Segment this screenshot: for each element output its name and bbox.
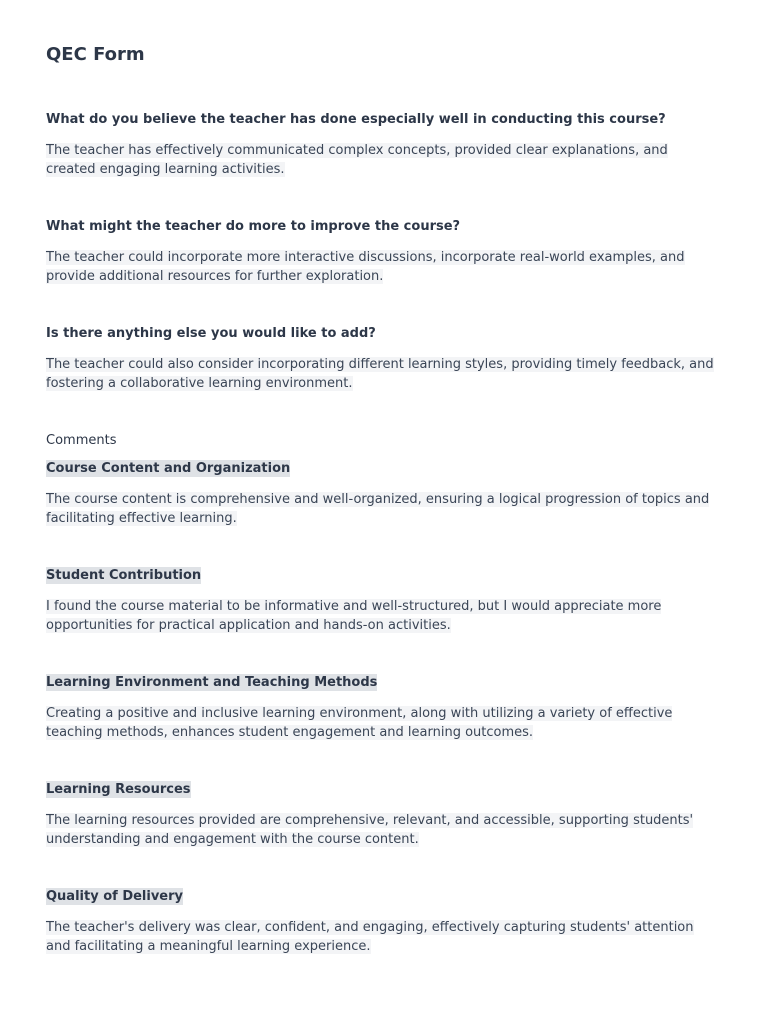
question-block <box>46 326 722 393</box>
answer-text-value: The teacher has effectively communicated complex concepts, provided clear explanations, and created engaging learning activities. <box>46 143 668 177</box>
question-text: Is there anything else you would like to add? <box>46 326 376 341</box>
question-text: What do you believe the teacher has done especially well in conducting this course? <box>46 112 666 127</box>
comment-text-value: I found the course material to be informative and well-structured, but I would appreciate more opportunities for practical application and hands-on activities. <box>46 599 662 633</box>
question-block <box>46 219 722 286</box>
answer-text-value: The teacher could incorporate more interactive discussions, incorporate real-world examples, and provide additional resources for further exploration. <box>46 250 685 284</box>
comment-heading <box>46 782 722 798</box>
comment-text-value: Creating a positive and inclusive learning environment, along with utilizing a variety of effective teaching methods, enhances student engagement and learning outcomes. <box>46 706 673 740</box>
comment-heading-text: Learning Resources <box>46 782 191 797</box>
comment-text-value: The teacher's delivery was clear, confident, and engaging, effectively capturing students' attention and facilitating a meaningful learning experience. <box>46 920 694 954</box>
questions-section <box>46 112 722 393</box>
comment-heading-text: Quality of Delivery <box>46 889 184 904</box>
comment-text <box>46 597 718 635</box>
comment-heading <box>46 568 722 584</box>
comment-section <box>46 889 722 956</box>
question-text: What might the teacher do more to improve the course? <box>46 219 461 234</box>
comment-heading-text: Student Contribution <box>46 568 202 583</box>
comment-heading-text: Learning Environment and Teaching Methods <box>46 675 378 690</box>
answer-text-value: The teacher could also consider incorporating different learning styles, providing timely feedback, and fostering a collaborative learning environment. <box>46 357 714 391</box>
comment-section <box>46 782 722 849</box>
answer-text <box>46 141 718 179</box>
comment-heading <box>46 461 722 477</box>
comment-text <box>46 490 718 528</box>
comment-section <box>46 461 722 528</box>
comment-text-value: The learning resources provided are comprehensive, relevant, and accessible, supporting students' understanding and engagement with the course content. <box>46 813 694 847</box>
comments-label: Comments <box>46 433 117 448</box>
comment-section <box>46 675 722 742</box>
comment-heading <box>46 889 722 905</box>
comment-text-value: The course content is comprehensive and well-organized, ensuring a logical progression of topics and facilitating effective learning. <box>46 492 710 526</box>
comment-section <box>46 568 722 635</box>
question-block <box>46 112 722 179</box>
answer-text <box>46 355 718 393</box>
comment-heading <box>46 675 722 691</box>
comment-heading-text: Course Content and Organization <box>46 461 291 476</box>
comment-text <box>46 811 718 849</box>
answer-text <box>46 248 718 286</box>
comment-text <box>46 918 718 956</box>
page-title: QEC Form <box>46 44 145 65</box>
comments-section <box>46 461 722 956</box>
comment-text <box>46 704 718 742</box>
